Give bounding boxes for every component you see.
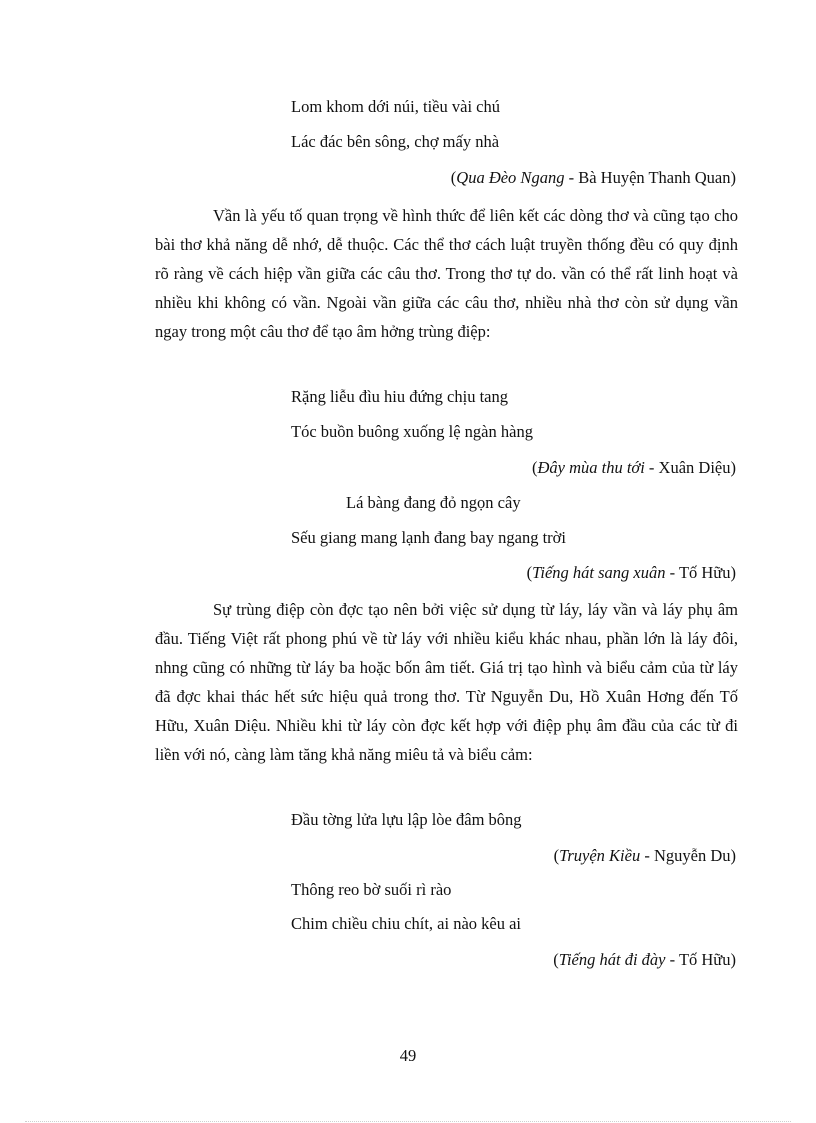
poem-line: Lom khom dới núi, tiều vài chú: [291, 97, 500, 116]
page-number: 49: [399, 1046, 417, 1065]
paragraph-reduplication: Sự trùng điệp còn đợc tạo nên bởi việc sử dụng từ láy, láy vần và láy phụ âm đầu. Tiếng Việt rất phong phú về từ láy với nhiều kiểu khác nhau, phần lớn là láy đôi, nhng cũng có những từ láy ba hoặc bốn âm tiết. Giá trị tạo hình và biểu cảm của từ láy đã đợc khai thác hết sức hiệu quả trong thơ. Từ Nguyễn Du, Hồ Xuân Hơng đến Tố Hữu, Xuân Diệu. Nhiều khi từ láy còn đợc kết hợp với điệp phụ âm đầu của các từ đi liền với nó, càng làm tăng khả năng miêu tả và biểu cảm:: [155, 600, 738, 764]
source-title: Tiếng hát đi đày: [558, 950, 666, 969]
poem-source: (Truyện Kiều - Nguyễn Du): [553, 846, 736, 865]
poem-line: Lác đác bên sông, chợ mấy nhà: [291, 132, 500, 151]
source-title: Đây mùa thu tới: [537, 458, 645, 477]
poem-line: Chim chiều chiu chít, ai nào kêu ai: [291, 914, 522, 933]
source-author: Xuân Diệu: [658, 458, 731, 477]
source-author: Bà Huyện Thanh Quan: [578, 168, 731, 187]
poem-line: Rặng liễu đìu hiu đứng chịu tang: [291, 387, 508, 406]
source-author: Tố Hữu: [678, 950, 731, 969]
poem-source: (Tiếng hát đi đày - Tố Hữu): [553, 950, 736, 969]
source-title: Qua Đèo Ngang: [456, 168, 565, 187]
paragraph-rhyme: Vần là yếu tố quan trọng về hình thức để liên kết các dòng thơ và cũng tạo cho bài thơ khả năng dễ nhớ, dễ thuộc. Các thể thơ cách luật truyền thống đều có quy định rõ ràng về cách hiệp vần giữa các câu thơ. Trong thơ tự do. vần có thể rất linh hoạt và nhiều khi không có vần. Ngoài vần giữa các câu thơ, nhiều nhà thơ còn sử dụng vần ngay trong một câu thơ để tạo âm hởng trùng điệp:: [155, 206, 738, 341]
poem-line: Sếu giang mang lạnh đang bay ngang trời: [291, 528, 566, 547]
poem-source: (Qua Đèo Ngang - Bà Huyện Thanh Quan): [450, 168, 736, 187]
poem-source: (Đây mùa thu tới - Xuân Diệu): [531, 458, 736, 477]
source-title: Tiếng hát sang xuân: [532, 563, 666, 582]
source-author: Nguyễn Du: [653, 846, 731, 865]
poem-source: (Tiếng hát sang xuân - Tố Hữu): [526, 563, 736, 582]
source-title: Truyện Kiều: [559, 846, 641, 865]
poem-line: Tóc buồn buông xuống lệ ngàn hàng: [291, 422, 533, 441]
source-author: Tố Hữu: [678, 563, 731, 582]
poem-line: Lá bàng đang đỏ ngọn cây: [346, 493, 521, 512]
poem-line: Đầu tờng lửa lựu lập lòe đâm bông: [291, 810, 522, 829]
footer-divider: [25, 1121, 791, 1122]
poem-line: Thông reo bờ suối rì rào: [291, 880, 452, 899]
